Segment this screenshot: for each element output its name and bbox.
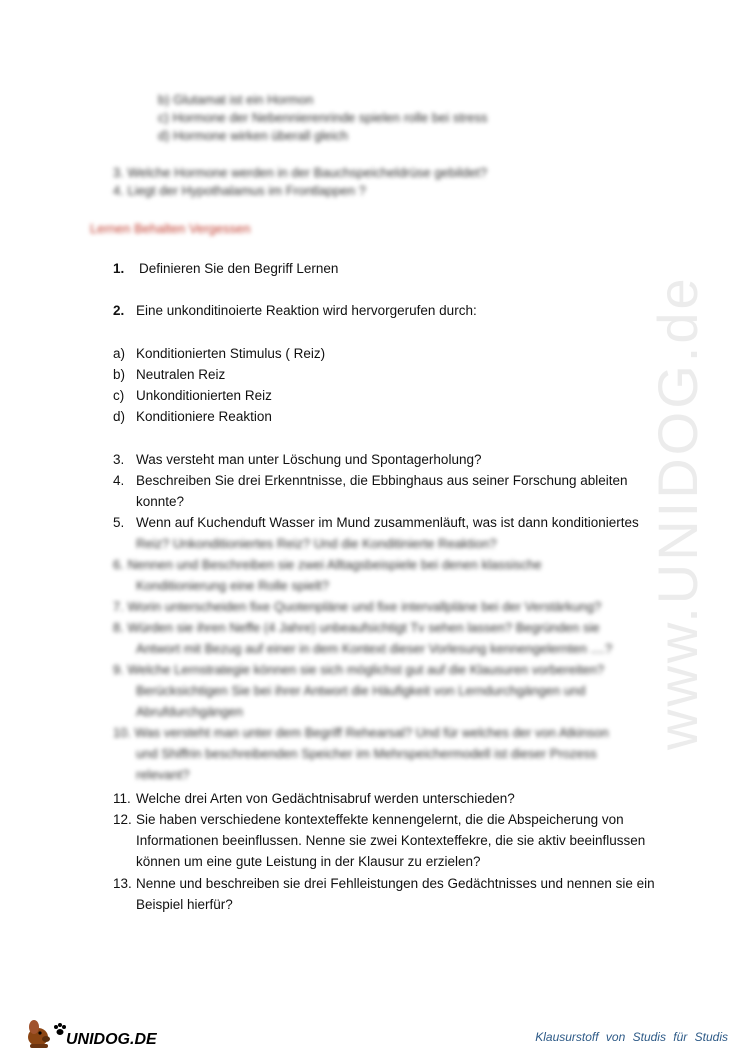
unidog-logo[interactable] xyxy=(22,1015,162,1051)
blurred-question-10-line-1: 10. Was versteht man unter dem Begriff Rehearsal? Und für welches der von Atkinson xyxy=(113,725,609,740)
option-c-text: Unkonditionierten Reiz xyxy=(136,388,272,403)
dog-icon xyxy=(22,1015,162,1051)
question-13-text-line-1: Nenne und beschreiben sie drei Fehlleistungen des Gedächtnisses und nennen sie ein xyxy=(136,876,655,891)
question-12-number: 12. xyxy=(113,812,132,827)
blurred-question-6-line-2: Konditionierung eine Rolle spielt? xyxy=(136,578,329,593)
question-12-text-line-1: Sie haben verschiedene kontexteffekte kennengelernt, die die Abspeicherung von xyxy=(136,812,624,827)
section-heading: Lernen Behalten Vergessen xyxy=(90,221,251,236)
blurred-question-8-line-2: Antwort mit Bezug auf einer in dem Kontext dieser Vorlesung kennengelernten ....? xyxy=(136,641,613,656)
option-b-text: Neutralen Reiz xyxy=(136,367,226,382)
option-d-text: Konditioniere Reaktion xyxy=(136,409,272,424)
logo-text: UNIDOG.DE xyxy=(66,1031,157,1048)
blurred-question-8-line-1: 8. Würden sie ihren Neffe (4 Jahre) unbeaufsichtigt Tv sehen lassen? Begründen sie xyxy=(113,620,600,635)
question-4-text-line-2: konnte? xyxy=(136,494,185,509)
question-1-number: 1. xyxy=(113,261,125,276)
question-1-text: Definieren Sie den Begriff Lernen xyxy=(139,261,339,276)
question-12-text-line-2: Informationen beeinflussen. Nenne sie zwei Kontexteffekre, die sie aktiv beeinflussen xyxy=(136,833,646,848)
blurred-question-10-line-2: und Shiffrin beschreibenden Speicher im Mehrspeichermodell ist dieser Prozess xyxy=(136,746,597,761)
blurred-question-6-line-1: 6. Nennen und Beschreiben sie zwei Alltagsbeispiele bei denen klassische xyxy=(113,557,542,572)
blurred-option-b: b) Glutamat ist ein Hormon xyxy=(158,92,314,107)
blurred-question-9-line-1: 9. Welche Lernstrategie können sie sich möglichst gut auf die Klausuren vorbereiten? xyxy=(113,662,605,677)
option-b-label: b) xyxy=(113,367,126,382)
blurred-question-9-line-3: Abrufdurchgängen xyxy=(136,704,243,719)
blurred-option-d: d) Hormone wirken überall gleich xyxy=(158,128,349,143)
question-13-number: 13. xyxy=(113,876,132,891)
question-3-number: 3. xyxy=(113,452,125,467)
blurred-option-c: c) Hormone der Nebennierenrinde spielen rolle bei stress xyxy=(158,110,488,125)
question-12-text-line-3: können um eine gute Leistung in der Klausur zu erzielen? xyxy=(136,854,481,869)
watermark-text: www.UNIDOG.de xyxy=(646,275,709,750)
question-13-text-line-2: Beispiel hierfür? xyxy=(136,897,233,912)
blurred-question-9-line-2: Berücksichtigen Sie bei ihrer Antwort die Häufigkeit von Lerndurchgängen und xyxy=(136,683,586,698)
blurred-question-10-line-3: relevant? xyxy=(136,767,190,782)
blurred-question-5-line-2: Reiz? Unkonditioniertes Reiz? Und die Konditinierte Reaktion? xyxy=(136,536,497,551)
question-3-text: Was versteht man unter Löschung und Spontagerholung? xyxy=(136,452,482,467)
blurred-question-3: 3. Welche Hormone werden in der Bauchspeicheldrüse gebildet? xyxy=(113,165,488,180)
question-2-number: 2. xyxy=(113,303,125,318)
question-11-number: 11. xyxy=(113,791,131,806)
option-a-text: Konditionierten Stimulus ( Reiz) xyxy=(136,346,326,361)
question-5-text-line-1: Wenn auf Kuchenduft Wasser im Mund zusammenläuft, was ist dann konditioniertes xyxy=(136,515,639,530)
blurred-question-7: 7. Worin unterscheiden fixe Quotenpläne und fixe intervallpläne bei der Verstärkung? xyxy=(113,599,602,614)
question-2-text: Eine unkonditinoierte Reaktion wird hervorgerufen durch: xyxy=(136,303,477,318)
option-c-label: c) xyxy=(113,388,125,403)
question-11-text: Welche drei Arten von Gedächtnisabruf werden unterschieden? xyxy=(136,791,515,806)
footer-tagline: Klausurstoff von Studis für Studis xyxy=(535,1030,728,1044)
option-d-label: d) xyxy=(113,409,126,424)
question-5-number: 5. xyxy=(113,515,125,530)
question-4-text-line-1: Beschreiben Sie drei Erkenntnisse, die Ebbinghaus aus seiner Forschung ableiten xyxy=(136,473,628,488)
blurred-question-4: 4. Liegt der Hypothalamus im Frontlappen ? xyxy=(113,183,366,198)
option-a-label: a) xyxy=(113,346,126,361)
question-4-number: 4. xyxy=(113,473,125,488)
